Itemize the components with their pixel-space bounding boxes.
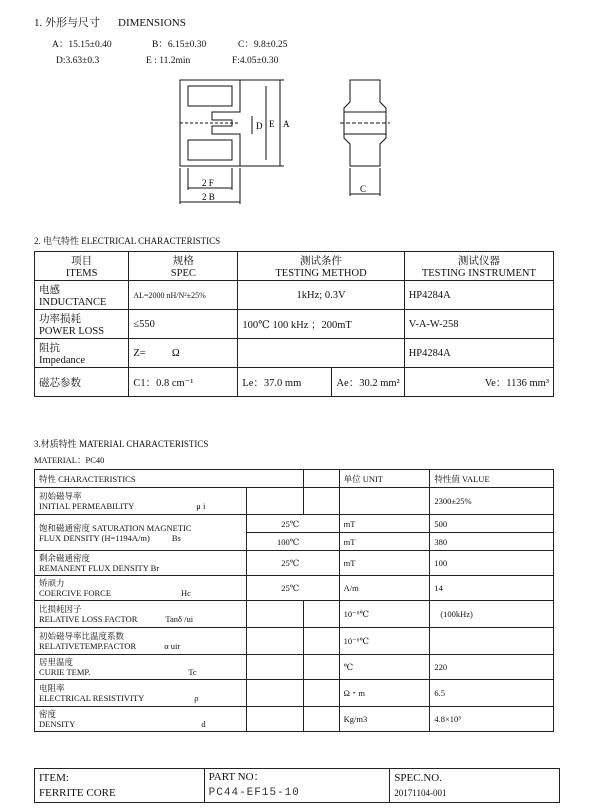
- part-label: PART NO：: [208, 771, 265, 783]
- table-row: 密度 DENSITY d Kg/m3 4.8×10³: [35, 707, 554, 732]
- spec-value: 20171104-001: [394, 787, 447, 798]
- table-row: 电阻率 ELECTRICAL RESISTIVITY ρ Ω・m 6.5: [35, 680, 554, 707]
- dim-d: D:3.63±0.3: [56, 56, 100, 66]
- item-value: FERRITE CORE: [39, 786, 116, 799]
- material-table: [34, 469, 554, 732]
- electrical-table: [34, 251, 554, 397]
- label-2f: 2 F: [202, 178, 214, 188]
- table-row: 初始磁导率比温度系数 RELATIVETEMP.FACTOR α uir 10⁻⁶℃: [35, 628, 554, 655]
- table-row: 剩余磁通密度 REMANENT FLUX DENSITY Br 25℃ mT 100: [35, 551, 554, 576]
- header-instrument: 测试仪器 TESTING INSTRUMENT: [404, 252, 553, 281]
- core-drawing: [170, 72, 400, 212]
- material-heading: 3.材质特性 MATERIAL CHARACTERISTICS: [34, 439, 209, 449]
- label-a: A: [283, 119, 290, 129]
- table-row: 100℃ mT 380: [35, 533, 554, 551]
- label-2b: 2 B: [202, 192, 215, 202]
- table-row: 比损耗因子 RELATIVE LOSS FACTOR Tanδ /ui 10⁻⁶℃ (100kHz): [35, 601, 554, 628]
- dimensions-heading-cn: 1. 外形与尺寸: [34, 17, 100, 29]
- dim-f: F:4.05±0.30: [232, 56, 279, 66]
- material-line: MATERIAL：PC40: [34, 455, 105, 465]
- dim-e: E : 11.2min: [146, 56, 191, 66]
- label-c: C: [360, 184, 367, 194]
- dim-a: A：15.15±0.40: [52, 40, 112, 50]
- table-row: 功率损耗 POWER LOSS ≤550 100℃ 100 kHz ；200mT V-A-W-258: [35, 310, 554, 339]
- dim-b: B：6.15±0.30: [152, 40, 207, 50]
- table-row: 矫顽力 COERCIVE FORCE Hc 25℃ A/m 14: [35, 576, 554, 601]
- header-spec: 规格 SPEC: [129, 252, 238, 281]
- dimensions-heading: [34, 14, 186, 30]
- dimensions-heading-en: DIMENSIONS: [118, 17, 186, 29]
- table-row: 磁芯参数 C1：0.8 cm⁻¹ Le：37.0 mm Ae：30.2 mm² Ve：1136 mm³: [35, 368, 554, 397]
- table-row: 饱和磁通密度 SATURATION MAGNETIC FLUX DENSITY (H=1194A/m) Bs 25℃ mT 500: [35, 515, 554, 533]
- label-e: E: [269, 119, 275, 129]
- table-row: 初始磁导率 INITIAL PERMEABILITY μ i 2300±25%: [35, 488, 554, 515]
- table-row: 居里温度 CURIE TEMP. Tc ℃ 220: [35, 655, 554, 680]
- label-d: D: [256, 121, 263, 131]
- table-row: 电感 INDUCTANCE AL=2000 nH/N²±25% 1kHz; 0.3V HP4284A: [35, 281, 554, 310]
- title-block: [34, 768, 560, 803]
- table-row: 特性 CHARACTERISTICS 单位 UNIT 特性值 VALUE: [35, 470, 554, 488]
- header-items: 项目 ITEMS: [35, 252, 129, 281]
- spec-label: SPEC.NO.: [394, 771, 442, 784]
- table-row: [35, 252, 554, 281]
- item-label: ITEM:: [39, 771, 69, 784]
- header-method: 测试条件 TESTING METHOD: [238, 252, 404, 281]
- table-row: 阻抗 Impedance Z= Ω HP4284A: [35, 339, 554, 368]
- part-value: PC44-EF15-10: [208, 787, 300, 799]
- electrical-heading: 2. 电气特性 ELECTRICAL CHARACTERISTICS: [34, 236, 221, 246]
- table-row: [35, 769, 560, 803]
- dim-c: C：9.8±0.25: [238, 40, 288, 50]
